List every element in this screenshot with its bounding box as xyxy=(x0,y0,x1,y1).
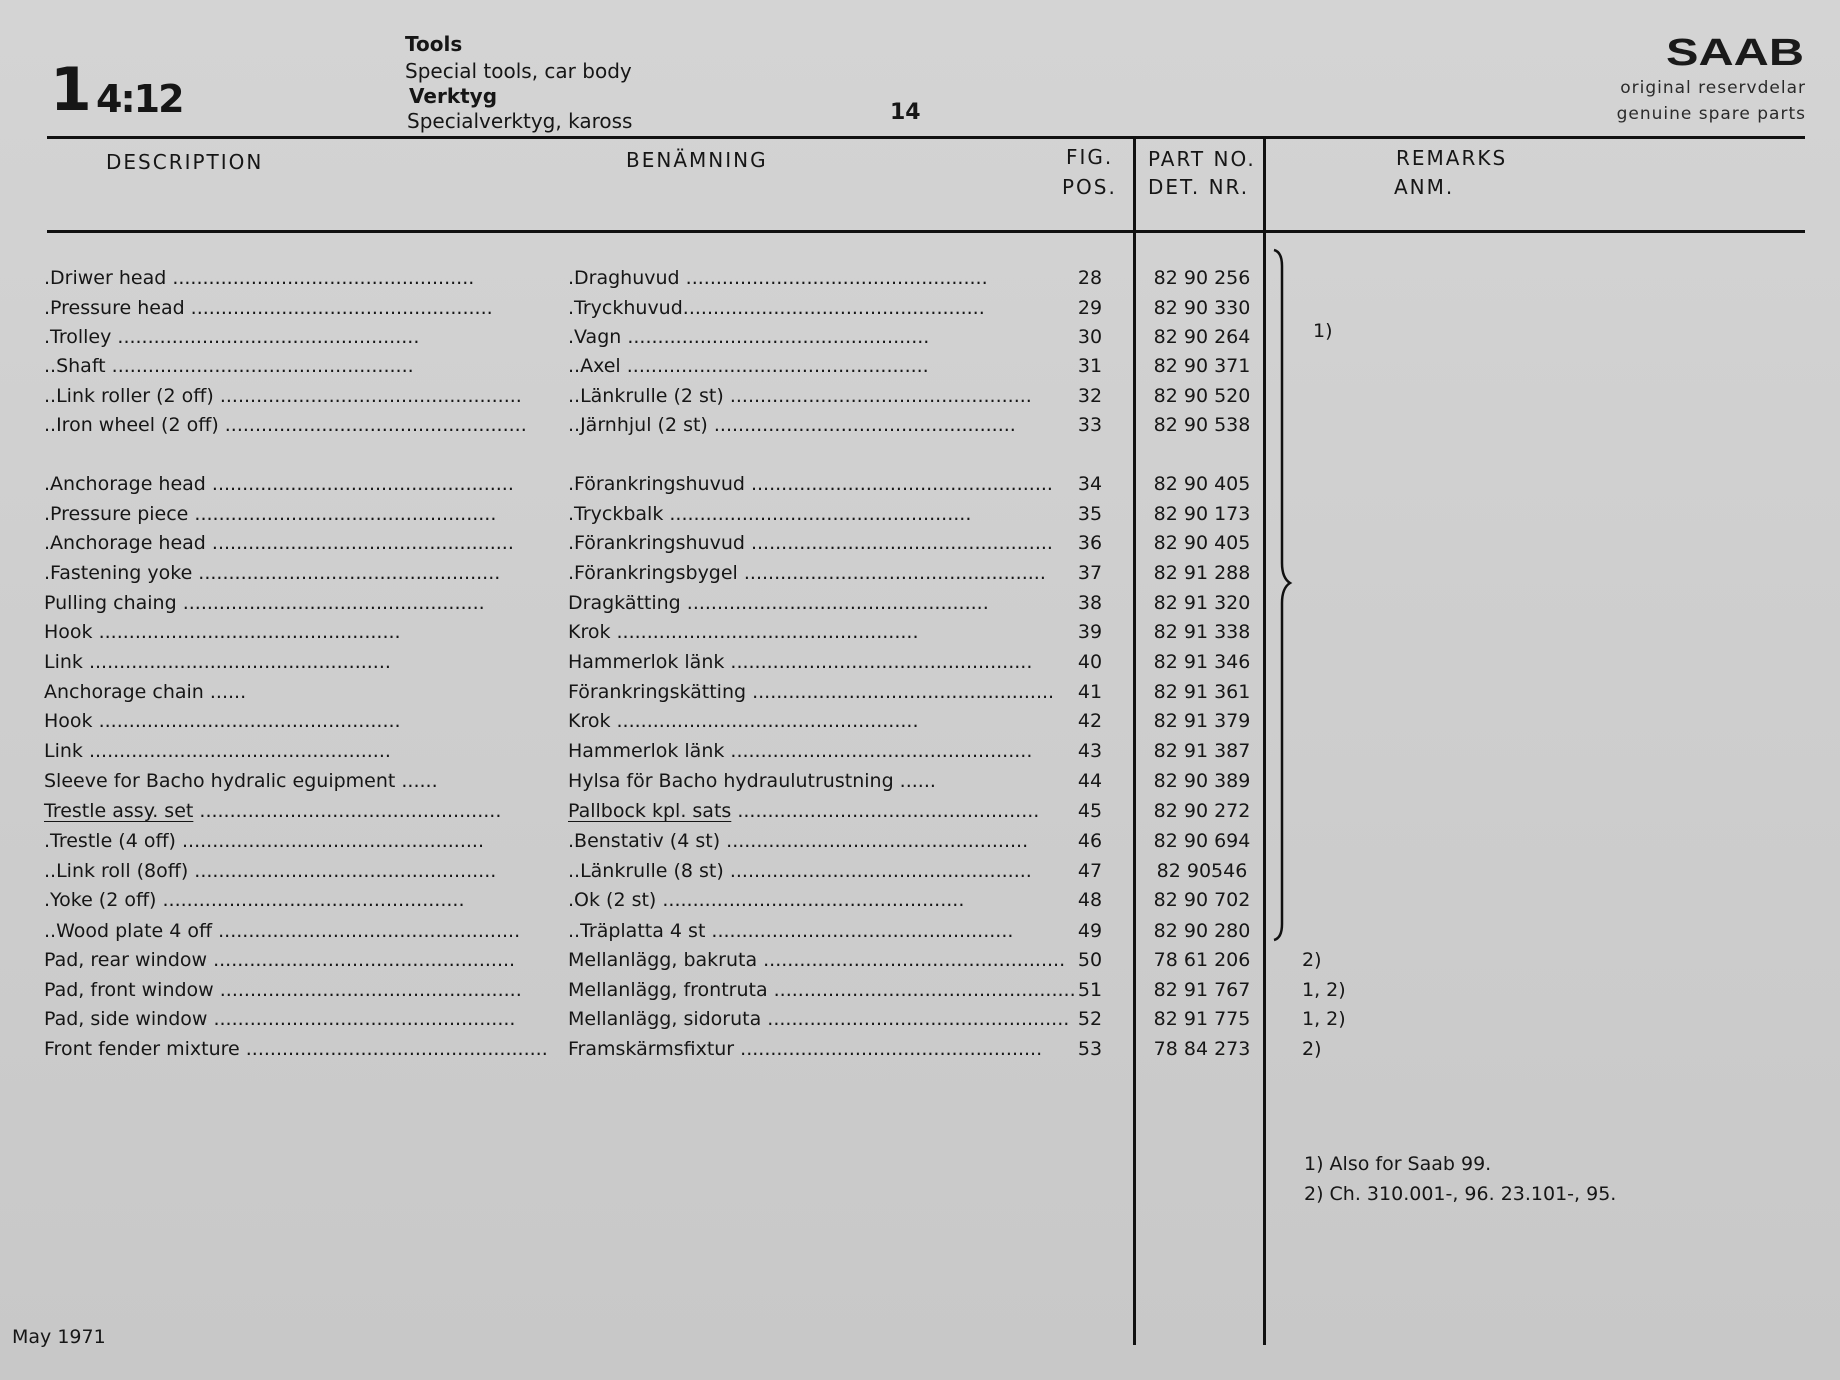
col-header-det-nr: DET. NR. xyxy=(1148,175,1250,199)
description-cell: Link .................................................. xyxy=(44,740,391,762)
description-cell: Pad, front window .................................................. xyxy=(44,979,522,1001)
page-subnumber: 4:12 xyxy=(96,77,183,121)
benamning-cell: .Tryckhuvud.................................................. xyxy=(568,297,985,319)
part-number-cell: 82 90 538 xyxy=(1153,414,1251,436)
table-row xyxy=(0,558,1840,588)
description-cell: .Pressure head .................................................. xyxy=(44,297,493,319)
fig-pos-cell: 51 xyxy=(1077,979,1103,1001)
part-number-cell: 82 91 379 xyxy=(1153,710,1251,732)
tagline-sv: original reservdelar xyxy=(1620,78,1806,98)
title-en: Tools xyxy=(405,32,463,56)
part-number-cell: 82 90 405 xyxy=(1153,473,1251,495)
benamning-cell: .Ok (2 st) .................................................. xyxy=(568,889,965,911)
description-cell: .Trestle (4 off) .................................................. xyxy=(44,830,484,852)
table-row xyxy=(0,381,1840,411)
fig-pos-cell: 29 xyxy=(1077,297,1103,319)
description-cell: .Trolley .................................................. xyxy=(44,326,420,348)
col-header-anm: ANM. xyxy=(1394,175,1455,199)
benamning-cell: ..Träplatta 4 st .................................................. xyxy=(568,920,1014,942)
fig-pos-cell: 31 xyxy=(1077,355,1103,377)
table-row xyxy=(0,796,1840,826)
benamning-cell: ..Järnhjul (2 st) .................................................. xyxy=(568,414,1016,436)
tagline-en: genuine spare parts xyxy=(1616,104,1806,124)
fig-pos-cell: 49 xyxy=(1077,920,1103,942)
description-cell: Front fender mixture .................................................. xyxy=(44,1038,548,1060)
part-number-cell: 82 91 346 xyxy=(1153,651,1251,673)
part-number-cell: 82 90 330 xyxy=(1153,297,1251,319)
table-row xyxy=(0,647,1840,677)
description-cell: Link .................................................. xyxy=(44,651,391,673)
benamning-cell: .Draghuvud .................................................. xyxy=(568,267,988,289)
table-row xyxy=(0,975,1840,1005)
benamning-cell: ..Axel .................................................. xyxy=(568,355,929,377)
table-row xyxy=(0,499,1840,529)
table-row xyxy=(0,322,1840,352)
part-number-cell: 82 90 173 xyxy=(1153,503,1251,525)
saab-logo-mark xyxy=(1665,32,1805,74)
fig-pos-cell: 28 xyxy=(1077,267,1103,289)
benamning-cell: .Benstativ (4 st) .................................................. xyxy=(568,830,1029,852)
remark-cell: 1, 2) xyxy=(1302,1008,1346,1030)
publication-date: May 1971 xyxy=(12,1326,106,1348)
footnote-2: 2) Ch. 310.001-, 96. 23.101-, 95. xyxy=(1304,1183,1617,1205)
fig-pos-cell: 41 xyxy=(1077,681,1103,703)
part-number-cell: 78 61 206 xyxy=(1153,949,1251,971)
description-cell: Trestle assy. set .................................................. xyxy=(44,800,502,822)
fig-pos-cell: 38 xyxy=(1077,592,1103,614)
benamning-cell: Pallbock kpl. sats .................................................. xyxy=(568,800,1040,822)
fig-pos-cell: 50 xyxy=(1077,949,1103,971)
table-row xyxy=(0,588,1840,618)
subtitle-sv: Specialverktyg, kaross xyxy=(407,109,633,133)
table-row xyxy=(0,826,1840,856)
fig-pos-cell: 33 xyxy=(1077,414,1103,436)
fig-pos-cell: 43 xyxy=(1077,740,1103,762)
table-row xyxy=(0,528,1840,558)
part-number-cell: 82 91 767 xyxy=(1153,979,1251,1001)
description-cell: Pulling chaing .................................................. xyxy=(44,592,485,614)
fig-pos-cell: 40 xyxy=(1077,651,1103,673)
description-cell: ..Link roll (8off) .................................................. xyxy=(44,860,497,882)
table-row xyxy=(0,351,1840,381)
table-row xyxy=(0,410,1840,440)
benamning-cell: Mellanlägg, frontruta .................................................. xyxy=(568,979,1076,1001)
fig-pos-cell: 47 xyxy=(1077,860,1103,882)
brace-remark-label: 1) xyxy=(1313,320,1333,342)
fig-pos-cell: 37 xyxy=(1077,562,1103,584)
description-cell: ..Link roller (2 off) .................................................. xyxy=(44,385,522,407)
part-number-cell: 82 91 775 xyxy=(1153,1008,1251,1030)
part-number-cell: 82 90 405 xyxy=(1153,532,1251,554)
table-row xyxy=(0,293,1840,323)
table-row xyxy=(0,1034,1840,1064)
benamning-cell: .Förankringshuvud .................................................. xyxy=(568,532,1053,554)
description-cell: .Pressure piece .................................................. xyxy=(44,503,497,525)
remark-cell: 1, 2) xyxy=(1302,979,1346,1001)
benamning-cell: Dragkätting .................................................. xyxy=(568,592,989,614)
benamning-cell: Krok .................................................. xyxy=(568,710,919,732)
saab-logo xyxy=(1665,32,1805,74)
part-number-cell: 82 90 256 xyxy=(1153,267,1251,289)
title-sv: Verktyg xyxy=(409,84,498,108)
part-number-cell: 82 91 320 xyxy=(1153,592,1251,614)
table-row xyxy=(0,736,1840,766)
fig-pos-cell: 34 xyxy=(1077,473,1103,495)
part-number-cell: 82 90 272 xyxy=(1153,800,1251,822)
part-number-cell: 82 91 387 xyxy=(1153,740,1251,762)
fig-pos-cell: 46 xyxy=(1077,830,1103,852)
fig-pos-cell: 36 xyxy=(1077,532,1103,554)
description-cell: ..Wood plate 4 off .................................................. xyxy=(44,920,521,942)
fig-pos-cell: 52 xyxy=(1077,1008,1103,1030)
description-cell: ..Shaft .................................................. xyxy=(44,355,414,377)
benamning-cell: Framskärmsfixtur .................................................. xyxy=(568,1038,1043,1060)
benamning-cell: Hylsa för Bacho hydraulutrustning ...... xyxy=(568,770,936,792)
fig-pos-cell: 44 xyxy=(1077,770,1103,792)
table-row xyxy=(0,263,1840,293)
table-row xyxy=(0,945,1840,975)
table-row xyxy=(0,916,1840,946)
fig-pos-cell: 45 xyxy=(1077,800,1103,822)
benamning-cell: ..Länkrulle (2 st) .................................................. xyxy=(568,385,1032,407)
part-number-cell: 82 90 264 xyxy=(1153,326,1251,348)
table-row xyxy=(0,469,1840,499)
benamning-cell: .Förankringsbygel .................................................. xyxy=(568,562,1046,584)
col-header-description: DESCRIPTION xyxy=(106,150,264,174)
benamning-cell: .Vagn .................................................. xyxy=(568,326,930,348)
svg-text:SAAB: SAAB xyxy=(1666,32,1804,74)
fig-pos-cell: 32 xyxy=(1077,385,1103,407)
table-row xyxy=(0,766,1840,796)
benamning-cell: Förankringskätting .................................................. xyxy=(568,681,1055,703)
table-row xyxy=(0,1004,1840,1034)
fig-pos-cell: 53 xyxy=(1077,1038,1103,1060)
description-cell: Anchorage chain ...... xyxy=(44,681,247,703)
header-bottom-rule xyxy=(47,230,1805,233)
benamning-cell: Krok .................................................. xyxy=(568,621,919,643)
description-cell: Sleeve for Bacho hydralic eguipment ...... xyxy=(44,770,438,792)
description-cell: Pad, rear window .................................................. xyxy=(44,949,516,971)
description-cell: Pad, side window .................................................. xyxy=(44,1008,516,1030)
part-number-cell: 82 90 280 xyxy=(1153,920,1251,942)
part-number-cell: 82 90546 xyxy=(1156,860,1248,882)
part-number-cell: 78 84 273 xyxy=(1153,1038,1251,1060)
col-header-remarks: REMARKS xyxy=(1396,146,1508,170)
part-number-cell: 82 90 520 xyxy=(1153,385,1251,407)
description-cell: .Driwer head .................................................. xyxy=(44,267,475,289)
remark-cell: 2) xyxy=(1302,1038,1322,1060)
subtitle-en: Special tools, car body xyxy=(405,59,632,83)
col-header-fig: FIG. xyxy=(1066,145,1114,169)
remark-cell: 2) xyxy=(1302,949,1322,971)
table-row xyxy=(0,677,1840,707)
description-cell: .Fastening yoke .................................................. xyxy=(44,562,501,584)
header-top-rule xyxy=(47,136,1805,139)
benamning-cell: .Förankringshuvud .................................................. xyxy=(568,473,1053,495)
benamning-cell: .Tryckbalk .................................................. xyxy=(568,503,972,525)
benamning-cell: Mellanlägg, sidoruta .................................................. xyxy=(568,1008,1070,1030)
fig-pos-cell: 39 xyxy=(1077,621,1103,643)
benamning-cell: Hammerlok länk .................................................. xyxy=(568,740,1033,762)
page-number: 1 xyxy=(50,55,92,125)
part-number-cell: 82 90 371 xyxy=(1153,355,1251,377)
part-number-cell: 82 91 338 xyxy=(1153,621,1251,643)
part-number-cell: 82 91 288 xyxy=(1153,562,1251,584)
col-header-part-no: PART NO. xyxy=(1148,147,1256,171)
col-header-pos: POS. xyxy=(1062,175,1117,199)
table-row xyxy=(0,706,1840,736)
col-header-benamning: BENÄMNING xyxy=(626,148,768,172)
part-number-cell: 82 91 361 xyxy=(1153,681,1251,703)
benamning-cell: ..Länkrulle (8 st) .................................................. xyxy=(568,860,1032,882)
part-number-cell: 82 90 389 xyxy=(1153,770,1251,792)
description-cell: .Yoke (2 off) .................................................. xyxy=(44,889,465,911)
description-cell: .Anchorage head .................................................. xyxy=(44,473,514,495)
section-number: 14 xyxy=(890,100,921,125)
part-number-cell: 82 90 702 xyxy=(1153,889,1251,911)
footnote-1: 1) Also for Saab 99. xyxy=(1304,1153,1492,1175)
fig-pos-cell: 42 xyxy=(1077,710,1103,732)
fig-pos-cell: 30 xyxy=(1077,326,1103,348)
description-cell: Hook .................................................. xyxy=(44,710,401,732)
table-row xyxy=(0,617,1840,647)
fig-pos-cell: 48 xyxy=(1077,889,1103,911)
fig-pos-cell: 35 xyxy=(1077,503,1103,525)
benamning-cell: Hammerlok länk .................................................. xyxy=(568,651,1033,673)
part-number-cell: 82 90 694 xyxy=(1153,830,1251,852)
description-cell: Hook .................................................. xyxy=(44,621,401,643)
benamning-cell: Mellanlägg, bakruta .................................................. xyxy=(568,949,1066,971)
description-cell: .Anchorage head .................................................. xyxy=(44,532,514,554)
table-row xyxy=(0,856,1840,886)
table-row xyxy=(0,885,1840,915)
group-brace xyxy=(1272,248,1312,942)
description-cell: ..Iron wheel (2 off) .................................................. xyxy=(44,414,527,436)
